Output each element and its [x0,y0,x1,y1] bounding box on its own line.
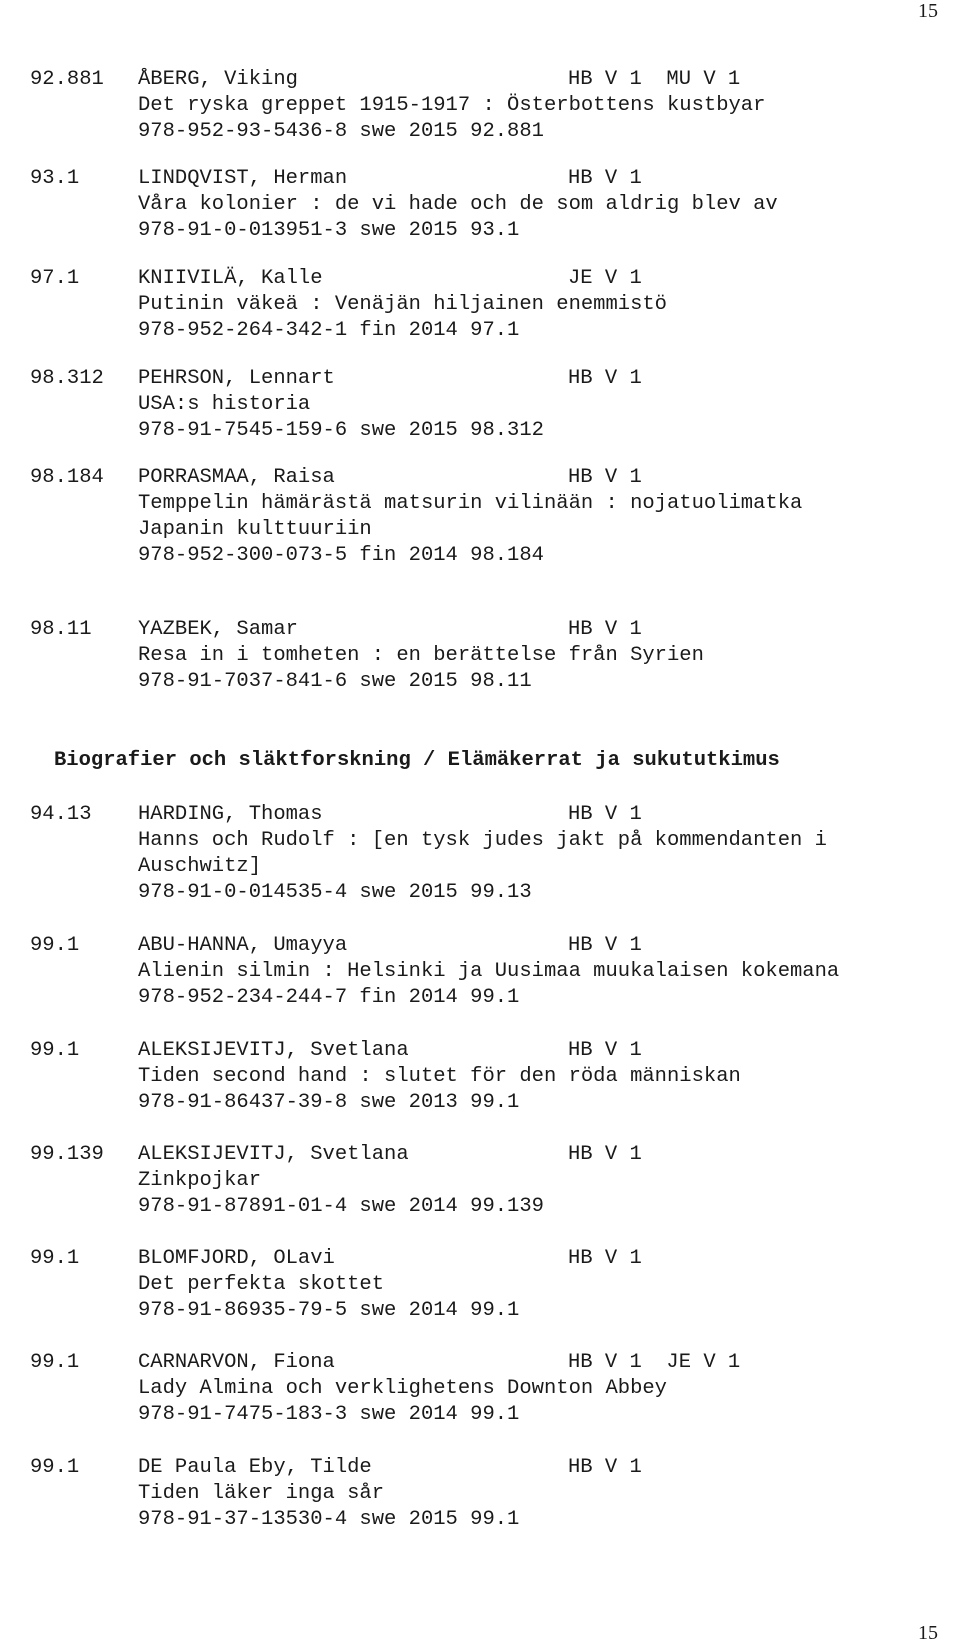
author: PEHRSON, Lennart [138,367,335,390]
author: YAZBEK, Samar [138,618,298,641]
title-line: Japanin kulttuuriin [138,518,372,541]
catalog-entry [30,1142,950,1220]
location-code: JE V 1 [568,267,642,290]
author: HARDING, Thomas [138,803,323,826]
author: LINDQVIST, Herman [138,167,348,190]
classification-code: 94.13 [30,803,92,826]
title-line: Tiden läker inga sår [138,1482,385,1505]
author: ÅBERG, Viking [138,68,298,91]
title-line: Det perfekta skottet [138,1273,385,1296]
title-line: Hanns och Rudolf : [en tysk judes jakt på kommendanten i [138,829,827,852]
location-code: HB V 1 [568,1456,642,1479]
isbn-line: 978-952-300-073-5 fin 2014 98.184 [138,544,544,567]
isbn-line: 978-91-7037-841-6 swe 2015 98.11 [138,670,532,693]
isbn-line: 978-91-86935-79-5 swe 2014 99.1 [138,1299,520,1322]
classification-code: 93.1 [30,167,80,190]
author: KNIIVILÄ, Kalle [138,267,323,290]
catalog-entry [30,67,950,145]
title-line: Auschwitz] [138,855,262,878]
location-code: HB V 1 MU V 1 [568,68,741,91]
catalog-entry [30,465,950,569]
isbn-line: 978-91-86437-39-8 swe 2013 99.1 [138,1091,520,1114]
catalog-entry [30,266,950,344]
isbn-line: 978-952-234-244-7 fin 2014 99.1 [138,986,520,1009]
title-line: Zinkpojkar [138,1169,262,1192]
location-code: HB V 1 [568,466,642,489]
location-code: HB V 1 [568,367,642,390]
title-line: Putinin väkeä : Venäjän hiljainen enemmistö [138,293,667,316]
page-number-bottom: 15 [918,1622,938,1644]
location-code: HB V 1 [568,1247,642,1270]
title-line: Resa in i tomheten : en berättelse från Syrien [138,644,704,667]
isbn-line: 978-91-7475-183-3 swe 2014 99.1 [138,1403,520,1426]
title-line: Lady Almina och verklighetens Downton Abbey [138,1377,667,1400]
author: ABU-HANNA, Umayya [138,934,348,957]
classification-code: 98.184 [30,466,104,489]
location-code: HB V 1 [568,934,642,957]
section-heading: Biografier och släktforskning / Elämäkerrat ja sukututkimus [54,749,780,772]
location-code: HB V 1 [568,803,642,826]
author: DE Paula Eby, Tilde [138,1456,372,1479]
catalog-entry [30,366,950,444]
author: BLOMFJORD, OLavi [138,1247,335,1270]
isbn-line: 978-91-7545-159-6 swe 2015 98.312 [138,419,544,442]
catalog-entry [30,802,950,906]
location-code: HB V 1 JE V 1 [568,1351,741,1374]
classification-code: 99.1 [30,1247,80,1270]
isbn-line: 978-91-37-13530-4 swe 2015 99.1 [138,1508,520,1531]
classification-code: 98.312 [30,367,104,390]
isbn-line: 978-91-0-013951-3 swe 2015 93.1 [138,219,520,242]
classification-code: 92.881 [30,68,104,91]
catalog-entry [30,1455,950,1533]
isbn-line: 978-952-264-342-1 fin 2014 97.1 [138,319,520,342]
catalog-entry [30,1246,950,1324]
isbn-line: 978-91-0-014535-4 swe 2015 99.13 [138,881,532,904]
title-line: Temppelin hämärästä matsurin vilinään : nojatuolimatka [138,492,803,515]
page-number-top: 15 [918,0,938,22]
classification-code: 97.1 [30,267,80,290]
classification-code: 99.1 [30,934,80,957]
catalog-entry [30,166,950,244]
classification-code: 99.1 [30,1039,80,1062]
author: ALEKSIJEVITJ, Svetlana [138,1143,409,1166]
location-code: HB V 1 [568,618,642,641]
catalog-entry [30,933,950,1011]
title-line: USA:s historia [138,393,311,416]
catalog-entry [30,617,950,695]
isbn-line: 978-952-93-5436-8 swe 2015 92.881 [138,120,544,143]
catalog-entry [30,1038,950,1116]
catalog-entry [30,1350,950,1428]
location-code: HB V 1 [568,1143,642,1166]
title-line: Alienin silmin : Helsinki ja Uusimaa muukalaisen kokemana [138,960,840,983]
author: PORRASMAA, Raisa [138,466,335,489]
location-code: HB V 1 [568,167,642,190]
author: ALEKSIJEVITJ, Svetlana [138,1039,409,1062]
title-line: Det ryska greppet 1915-1917 : Österbottens kustbyar [138,94,766,117]
title-line: Våra kolonier : de vi hade och de som aldrig blev av [138,193,778,216]
author: CARNARVON, Fiona [138,1351,335,1374]
classification-code: 99.139 [30,1143,104,1166]
location-code: HB V 1 [568,1039,642,1062]
title-line: Tiden second hand : slutet för den röda människan [138,1065,741,1088]
classification-code: 99.1 [30,1456,80,1479]
classification-code: 98.11 [30,618,92,641]
isbn-line: 978-91-87891-01-4 swe 2014 99.139 [138,1195,544,1218]
classification-code: 99.1 [30,1351,80,1374]
